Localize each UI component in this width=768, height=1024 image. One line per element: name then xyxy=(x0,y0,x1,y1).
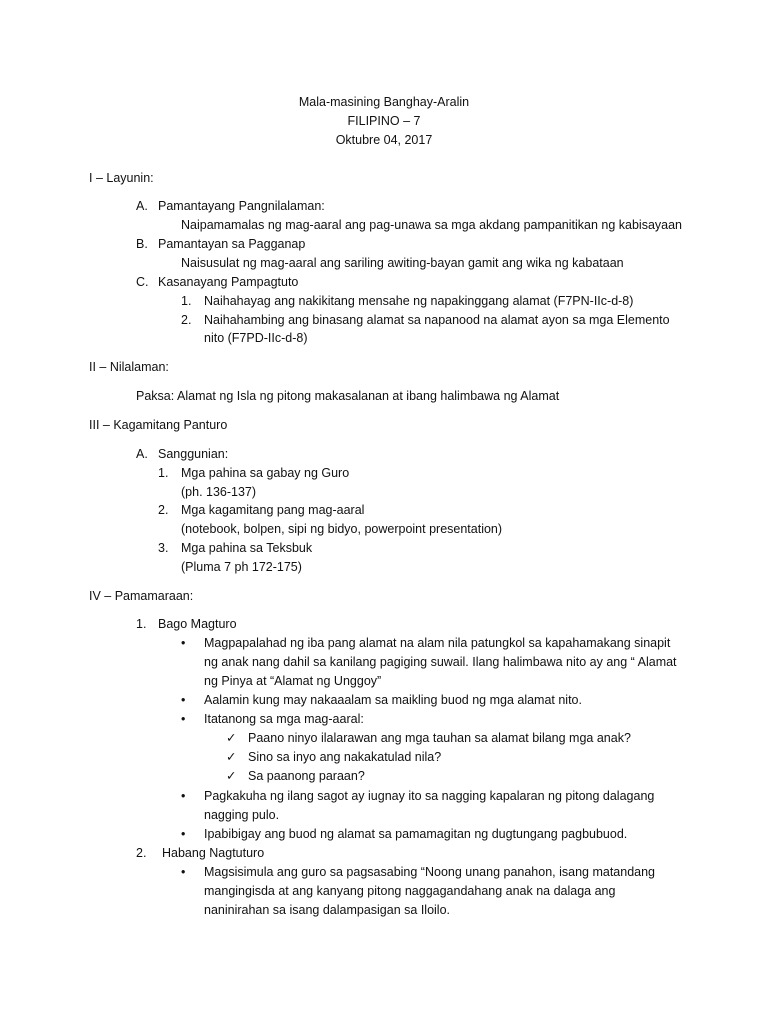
reference-3-sub: (Pluma 7 ph 172-175) xyxy=(181,560,302,574)
list-marker: 3. xyxy=(158,541,169,555)
section-2-heading: II – Nilalaman: xyxy=(89,360,169,374)
objective-b-text: Naisusulat ng mag-aaral ang sariling awiting-bayan gamit ang wika ng kabataan xyxy=(181,256,624,270)
references-title: Sanggunian: xyxy=(158,447,229,461)
document-date: Oktubre 04, 2017 xyxy=(335,133,433,147)
objective-b-title: Pamantayan sa Pagganap xyxy=(158,237,306,251)
objective-a-title: Pamantayang Pangnilalaman: xyxy=(158,199,325,213)
list-marker: C. xyxy=(136,275,149,289)
question-3: Sa paanong paraan? xyxy=(248,769,365,783)
reference-2-text: Mga kagamitang pang mag-aaral xyxy=(181,503,365,517)
list-marker: 2. xyxy=(136,846,147,860)
topic-text: Paksa: Alamat ng Isla ng pitong makasalanan at ibang halimbawa ng Alamat xyxy=(136,389,560,403)
document-title: Mala-masining Banghay-Aralin xyxy=(298,95,470,109)
step-2-bullet-1-line-1: Magsisimula ang guro sa pagsasabing “Noong unang panahon, isang matandang xyxy=(204,865,656,879)
reference-1-sub: (ph. 136-137) xyxy=(181,485,257,499)
list-marker: B. xyxy=(136,237,148,251)
step-1-title: Bago Magturo xyxy=(158,617,237,631)
list-marker: 1. xyxy=(181,294,192,308)
section-3-heading: III – Kagamitang Panturo xyxy=(89,418,228,432)
step-2-title: Habang Nagtuturo xyxy=(162,846,265,860)
checkmark-icon: ✓ xyxy=(226,750,237,764)
checkmark-icon: ✓ xyxy=(226,731,237,745)
step-2-bullet-1-line-2: mangingisda at ang kanyang pitong naggagandahang anak na dalaga ang xyxy=(204,884,616,898)
checkmark-icon: ✓ xyxy=(226,769,237,783)
question-2: Sino sa inyo ang nakakatulad nila? xyxy=(248,750,442,764)
step-1-bullet-5: Ipabibigay ang buod ng alamat sa pamamagitan ng dugtungang pagbubuod. xyxy=(204,827,628,841)
step-1-bullet-2: Aalamin kung may nakaaalam sa maikling buod ng mga alamat nito. xyxy=(204,693,582,707)
step-1-bullet-4-line-2: nagging pulo. xyxy=(204,808,280,822)
question-1: Paano ninyo ilalarawan ang mga tauhan sa alamat bilang mga anak? xyxy=(248,731,631,745)
list-marker: 2. xyxy=(158,503,169,517)
step-1-bullet-3: Itatanong sa mga mag-aaral: xyxy=(204,712,364,726)
step-2-bullet-1-line-3: naninirahan sa isang dalampasigan sa Iloilo. xyxy=(204,903,450,917)
bullet-icon: • xyxy=(181,865,186,879)
list-marker: 1. xyxy=(158,466,169,480)
skill-2-line-2: nito (F7PD-IIc-d-8) xyxy=(204,331,308,345)
objective-a-text: Naipamamalas ng mag-aaral ang pag-unawa sa mga akdang pampanitikan ng kabisayaan xyxy=(181,218,683,232)
reference-2-sub: (notebook, bolpen, sipi ng bidyo, powerpoint presentation) xyxy=(181,522,503,536)
reference-1-text: Mga pahina sa gabay ng Guro xyxy=(181,466,350,480)
step-1-bullet-1-line-2: ng anak nang dahil sa kanilang pagiging suwail. Ilang halimbawa nito ay ang “ Alamat xyxy=(204,655,677,669)
skill-2-line-1: Naihahambing ang binasang alamat sa napanood na alamat ayon sa mga Elemento xyxy=(204,313,670,327)
bullet-icon: • xyxy=(181,636,186,650)
reference-3-text: Mga pahina sa Teksbuk xyxy=(181,541,313,555)
step-1-bullet-1-line-3: ng Pinya at “Alamat ng Unggoy” xyxy=(204,674,382,688)
bullet-icon: • xyxy=(181,712,186,726)
section-1-heading: I – Layunin: xyxy=(89,171,154,185)
step-1-bullet-1-line-1: Magpapalahad ng iba pang alamat na alam nila patungkol sa kapahamakang sinapit xyxy=(204,636,671,650)
bullet-icon: • xyxy=(181,789,186,803)
list-marker: 1. xyxy=(136,617,147,631)
step-1-bullet-4-line-1: Pagkakuha ng ilang sagot ay iugnay ito sa nagging kapalaran ng pitong dalagang xyxy=(204,789,655,803)
list-marker: A. xyxy=(136,447,148,461)
objective-c-title: Kasanayang Pampagtuto xyxy=(158,275,299,289)
bullet-icon: • xyxy=(181,827,186,841)
section-4-heading: IV – Pamamaraan: xyxy=(89,589,194,603)
document-subject: FILIPINO – 7 xyxy=(347,114,421,128)
skill-1-text: Naihahayag ang nakikitang mensahe ng napakinggang alamat (F7PN-IIc-d-8) xyxy=(204,294,634,308)
list-marker: A. xyxy=(136,199,148,213)
list-marker: 2. xyxy=(181,313,192,327)
bullet-icon: • xyxy=(181,693,186,707)
